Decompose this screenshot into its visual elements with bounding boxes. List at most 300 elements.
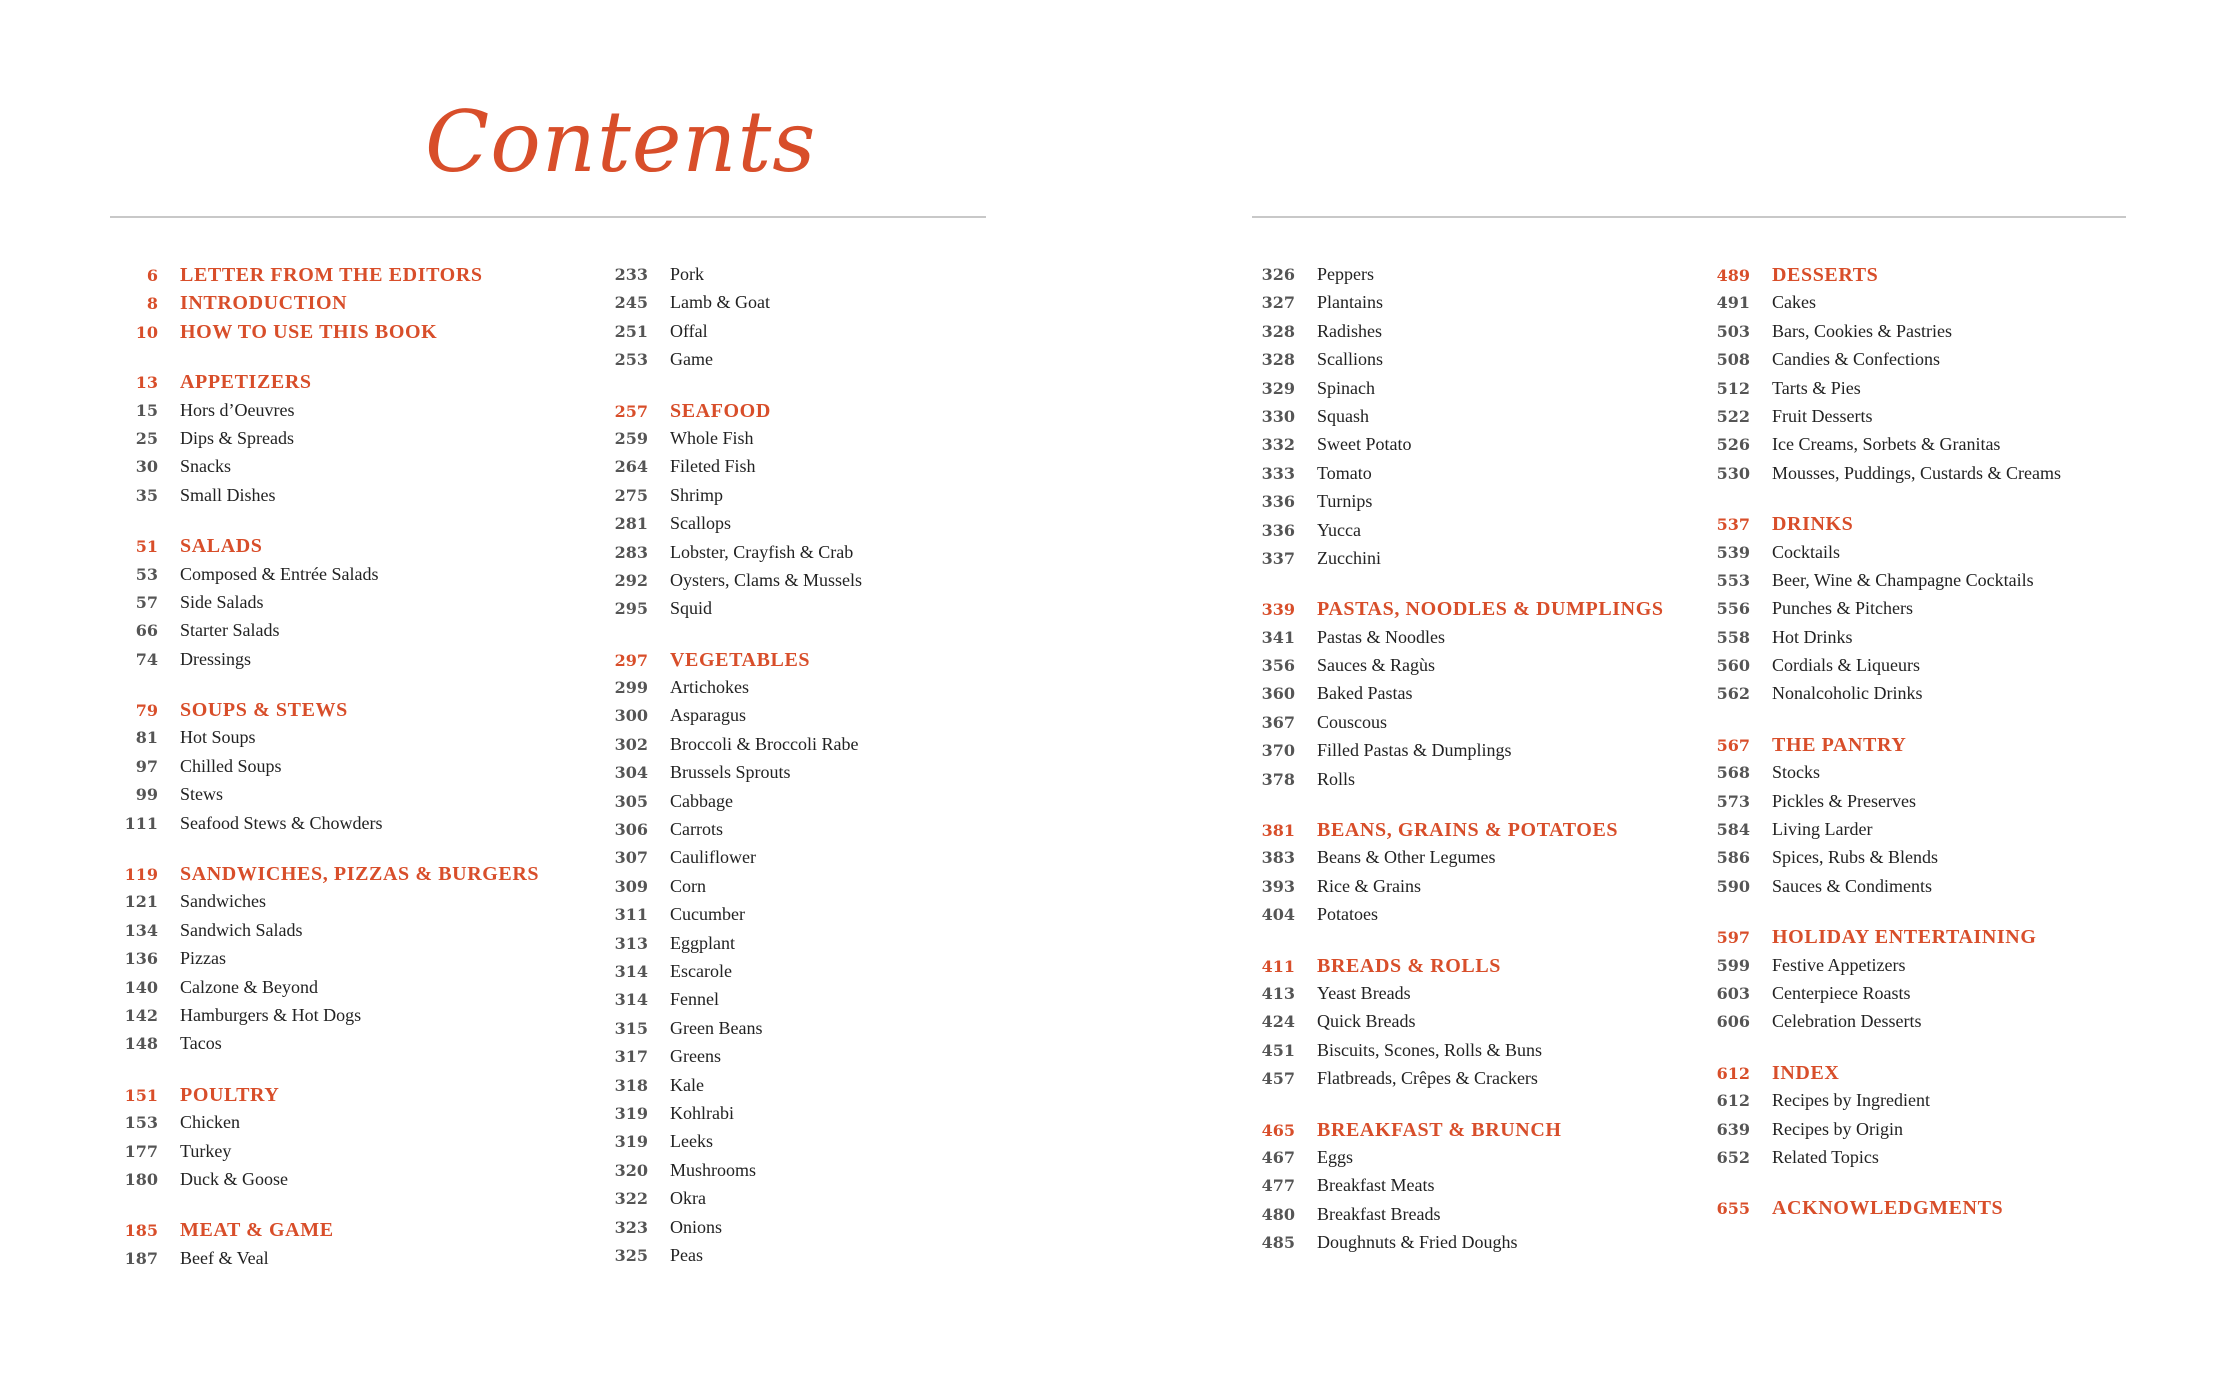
entry-title: Turkey bbox=[180, 1140, 232, 1161]
page-number: 306 bbox=[614, 820, 648, 840]
toc-chapter-heading[interactable] bbox=[110, 321, 539, 349]
entry-title: Dips & Spreads bbox=[180, 427, 294, 448]
entry-title: Chicken bbox=[180, 1112, 240, 1133]
toc-entry[interactable] bbox=[1247, 627, 1664, 655]
toc-entry[interactable] bbox=[600, 456, 862, 484]
page-number: 136 bbox=[124, 949, 158, 969]
page-number: 512 bbox=[1716, 378, 1750, 398]
entry-title: Seafood Stews & Chowders bbox=[180, 812, 383, 833]
toc-entry[interactable] bbox=[1702, 627, 2061, 655]
toc-entry[interactable] bbox=[1702, 378, 2061, 406]
toc-chapter-heading[interactable] bbox=[1247, 598, 1664, 626]
page-number: 393 bbox=[1261, 876, 1295, 896]
toc-section bbox=[110, 699, 539, 841]
toc-entry[interactable] bbox=[110, 592, 539, 620]
toc-entry[interactable] bbox=[600, 904, 862, 932]
toc-entry[interactable] bbox=[1247, 1040, 1664, 1068]
entry-title: Couscous bbox=[1317, 711, 1388, 732]
toc-section bbox=[110, 863, 539, 1062]
chapter-title: BREADS & ROLLS bbox=[1317, 954, 1501, 977]
entry-title: Mousses, Puddings, Custards & Creams bbox=[1772, 462, 2062, 483]
page-number: 553 bbox=[1716, 570, 1750, 590]
page-number: 245 bbox=[614, 293, 648, 313]
page-number: 339 bbox=[1261, 600, 1295, 620]
entry-title: Greens bbox=[670, 1046, 721, 1067]
toc-entry[interactable] bbox=[1247, 548, 1664, 576]
toc-entry[interactable] bbox=[600, 485, 862, 513]
entry-title: Eggplant bbox=[670, 932, 735, 953]
toc-entry[interactable] bbox=[110, 948, 539, 976]
toc-entry[interactable] bbox=[600, 1245, 862, 1273]
entry-title: Hamburgers & Hot Dogs bbox=[180, 1004, 362, 1025]
entry-title: Rolls bbox=[1317, 768, 1356, 789]
toc-entry[interactable] bbox=[110, 1141, 539, 1169]
page-number: 336 bbox=[1261, 492, 1295, 512]
page-number: 639 bbox=[1716, 1119, 1750, 1139]
toc-entry[interactable] bbox=[1247, 378, 1664, 406]
page-number: 652 bbox=[1716, 1147, 1750, 1167]
entry-title: Hot Soups bbox=[180, 727, 256, 748]
entry-title: Quick Breads bbox=[1317, 1011, 1416, 1032]
toc-entry[interactable] bbox=[110, 428, 539, 456]
toc-entry[interactable] bbox=[1702, 434, 2061, 462]
entry-title: Asparagus bbox=[670, 705, 746, 726]
entry-title: Lobster, Crayfish & Crab bbox=[670, 541, 854, 562]
page-number: 180 bbox=[124, 1169, 158, 1189]
entry-title: Pickles & Preserves bbox=[1772, 790, 1916, 811]
page-number: 597 bbox=[1716, 928, 1750, 948]
entry-title: Tacos bbox=[180, 1033, 222, 1054]
page-number: 530 bbox=[1716, 463, 1750, 483]
page-number: 356 bbox=[1261, 656, 1295, 676]
toc-entry[interactable] bbox=[1247, 769, 1664, 797]
toc-chapter-heading[interactable] bbox=[1247, 1119, 1664, 1147]
chapter-title: ACKNOWLEDGMENTS bbox=[1772, 1197, 2004, 1220]
entry-title: Peas bbox=[670, 1244, 703, 1265]
toc-chapter-heading[interactable] bbox=[1247, 819, 1664, 847]
toc-entry[interactable] bbox=[1702, 1090, 2061, 1118]
toc-entry[interactable] bbox=[1702, 983, 2061, 1011]
toc-entry[interactable] bbox=[1702, 876, 2061, 904]
toc-entry[interactable] bbox=[1247, 740, 1664, 768]
toc-entry[interactable] bbox=[1702, 292, 2061, 320]
toc-entry[interactable] bbox=[110, 727, 539, 755]
toc-entry[interactable] bbox=[1247, 321, 1664, 349]
toc-entry[interactable] bbox=[1702, 1119, 2061, 1147]
toc-entry[interactable] bbox=[600, 762, 862, 790]
page-number: 655 bbox=[1716, 1199, 1750, 1219]
toc-entry[interactable] bbox=[1247, 712, 1664, 740]
page-number: 360 bbox=[1261, 684, 1295, 704]
toc-section bbox=[1702, 926, 2061, 1040]
entry-title: Rice & Grains bbox=[1317, 875, 1421, 896]
toc-entry[interactable] bbox=[1702, 349, 2061, 377]
toc-entry[interactable] bbox=[1247, 434, 1664, 462]
toc-entry[interactable] bbox=[110, 649, 539, 677]
page-number: 467 bbox=[1261, 1147, 1295, 1167]
entry-title: Breakfast Meats bbox=[1317, 1175, 1435, 1196]
page-number: 177 bbox=[124, 1141, 158, 1161]
entry-title: Punches & Pitchers bbox=[1772, 598, 1913, 619]
toc-entry[interactable] bbox=[1702, 847, 2061, 875]
toc-entry[interactable] bbox=[1702, 683, 2061, 711]
entry-title: Broccoli & Broccoli Rabe bbox=[670, 733, 859, 754]
page-number: 503 bbox=[1716, 321, 1750, 341]
toc-entry[interactable] bbox=[600, 513, 862, 541]
entry-title: Snacks bbox=[180, 456, 231, 477]
entry-title: Recipes by Origin bbox=[1772, 1118, 1903, 1139]
page-number: 111 bbox=[124, 813, 158, 833]
entry-title: Turnips bbox=[1317, 491, 1373, 512]
chapter-title: APPETIZERS bbox=[180, 371, 312, 394]
title-divider-right bbox=[1252, 216, 2126, 218]
toc-section bbox=[1702, 734, 2061, 904]
entry-title: Shrimp bbox=[670, 484, 724, 505]
toc-entry[interactable] bbox=[110, 400, 539, 428]
page-number: 537 bbox=[1716, 515, 1750, 535]
toc-entry[interactable] bbox=[110, 564, 539, 592]
entry-title: Artichokes bbox=[670, 677, 749, 698]
page-number: 457 bbox=[1261, 1069, 1295, 1089]
page-number: 603 bbox=[1716, 983, 1750, 1003]
toc-chapter-heading[interactable] bbox=[1702, 1062, 2061, 1090]
page-number: 259 bbox=[614, 428, 648, 448]
page-number: 15 bbox=[135, 400, 158, 420]
entry-title: Celebration Desserts bbox=[1772, 1011, 1922, 1032]
toc-entry[interactable] bbox=[600, 791, 862, 819]
entry-title: Game bbox=[670, 349, 713, 370]
toc-chapter-heading[interactable] bbox=[1702, 513, 2061, 541]
toc-entry[interactable] bbox=[110, 1005, 539, 1033]
toc-chapter-heading[interactable] bbox=[600, 649, 862, 677]
toc-entry[interactable] bbox=[1702, 655, 2061, 683]
toc-entry[interactable] bbox=[110, 456, 539, 484]
toc-column-1 bbox=[110, 264, 539, 1298]
entry-title: Tarts & Pies bbox=[1772, 377, 1861, 398]
page-number: 590 bbox=[1716, 876, 1750, 896]
toc-chapter-heading[interactable] bbox=[600, 400, 862, 428]
toc-entry[interactable] bbox=[600, 428, 862, 456]
page-number: 81 bbox=[135, 728, 158, 748]
toc-entry[interactable] bbox=[600, 819, 862, 847]
entry-title: Recipes by Ingredient bbox=[1772, 1090, 1930, 1111]
page-number: 326 bbox=[1261, 265, 1295, 284]
toc-entry[interactable] bbox=[1247, 1232, 1664, 1260]
toc-entry[interactable] bbox=[1247, 983, 1664, 1011]
page-number: 309 bbox=[614, 876, 648, 896]
toc-entry[interactable] bbox=[1247, 491, 1664, 519]
page-number: 480 bbox=[1261, 1204, 1295, 1224]
page-number: 311 bbox=[614, 905, 648, 925]
page-number: 305 bbox=[614, 791, 648, 811]
page-number: 53 bbox=[135, 564, 158, 584]
page-number: 332 bbox=[1261, 435, 1295, 455]
toc-entry[interactable] bbox=[1702, 542, 2061, 570]
toc-chapter-heading[interactable] bbox=[1702, 264, 2061, 292]
toc-entry[interactable] bbox=[1702, 819, 2061, 847]
page-number: 424 bbox=[1261, 1012, 1295, 1032]
toc-entry[interactable] bbox=[600, 264, 862, 292]
page-number: 314 bbox=[614, 961, 648, 981]
page-number: 51 bbox=[135, 537, 158, 557]
entry-title: Nonalcoholic Drinks bbox=[1772, 683, 1923, 704]
page-number: 233 bbox=[614, 265, 648, 284]
chapter-title: SOUPS & STEWS bbox=[180, 699, 348, 722]
toc-chapter-heading[interactable] bbox=[110, 699, 539, 727]
toc-chapter-heading[interactable] bbox=[1247, 955, 1664, 983]
entry-title: Cauliflower bbox=[670, 847, 756, 868]
chapter-title: POULTRY bbox=[180, 1083, 280, 1106]
page-number: 251 bbox=[614, 321, 648, 341]
entry-title: Chilled Soups bbox=[180, 755, 282, 776]
toc-entry[interactable] bbox=[1247, 292, 1664, 320]
entry-title: Offal bbox=[670, 320, 708, 341]
toc-entry[interactable] bbox=[1702, 463, 2061, 491]
toc-entry[interactable] bbox=[1702, 762, 2061, 790]
page-number: 337 bbox=[1261, 548, 1295, 568]
entry-title: Carrots bbox=[670, 819, 723, 840]
entry-title: Stews bbox=[180, 784, 224, 805]
toc-chapter-heading[interactable] bbox=[110, 1084, 539, 1112]
entry-title: Sandwich Salads bbox=[180, 919, 303, 940]
entry-title: Whole Fish bbox=[670, 427, 754, 448]
toc-section bbox=[1247, 598, 1664, 797]
toc-section bbox=[1702, 1197, 2061, 1225]
toc-entry[interactable] bbox=[1247, 876, 1664, 904]
entry-title: Ice Creams, Sorbets & Granitas bbox=[1772, 434, 2001, 455]
toc-entry[interactable] bbox=[600, 989, 862, 1017]
toc-chapter-heading[interactable] bbox=[110, 264, 539, 292]
toc-entry[interactable] bbox=[600, 1018, 862, 1046]
page-number: 275 bbox=[614, 485, 648, 505]
entry-title: Beans & Other Legumes bbox=[1317, 847, 1496, 868]
toc-entry[interactable] bbox=[1247, 520, 1664, 548]
toc-section bbox=[600, 400, 862, 627]
toc-entry[interactable] bbox=[1702, 321, 2061, 349]
toc-entry[interactable] bbox=[600, 1160, 862, 1188]
entry-title: Fileted Fish bbox=[670, 456, 756, 477]
toc-entry[interactable] bbox=[600, 705, 862, 733]
page-number: 257 bbox=[614, 401, 648, 421]
page-number: 300 bbox=[614, 706, 648, 726]
toc-entry[interactable] bbox=[1247, 1011, 1664, 1039]
page-number: 140 bbox=[124, 977, 158, 997]
toc-entry[interactable] bbox=[1702, 406, 2061, 434]
toc-entry[interactable] bbox=[1247, 847, 1664, 875]
toc-chapter-heading[interactable] bbox=[110, 535, 539, 563]
entry-title: Leeks bbox=[670, 1131, 713, 1152]
entry-title: Living Larder bbox=[1772, 819, 1873, 840]
toc-entry[interactable] bbox=[1702, 955, 2061, 983]
toc-entry[interactable] bbox=[600, 321, 862, 349]
toc-entry[interactable] bbox=[110, 756, 539, 784]
page-number: 539 bbox=[1716, 542, 1750, 562]
toc-chapter-heading[interactable] bbox=[110, 292, 539, 320]
entry-title: Green Beans bbox=[670, 1017, 763, 1038]
toc-entry[interactable] bbox=[1247, 406, 1664, 434]
entry-title: Radishes bbox=[1317, 320, 1382, 341]
entry-title: Cocktails bbox=[1772, 541, 1840, 562]
page-number: 30 bbox=[135, 457, 158, 477]
toc-entry[interactable] bbox=[110, 1033, 539, 1061]
chapter-title: PASTAS, NOODLES & DUMPLINGS bbox=[1317, 598, 1664, 621]
entry-title: Small Dishes bbox=[180, 484, 276, 505]
toc-entry[interactable] bbox=[600, 1046, 862, 1074]
entry-title: Yucca bbox=[1317, 519, 1361, 540]
page-number: 370 bbox=[1261, 741, 1295, 761]
toc-column-4 bbox=[1702, 264, 2061, 1248]
toc-column-3 bbox=[1247, 264, 1664, 1283]
toc-section bbox=[110, 1084, 539, 1198]
entry-title: Spinach bbox=[1317, 377, 1375, 398]
toc-entry[interactable] bbox=[600, 1075, 862, 1103]
toc-chapter-heading[interactable] bbox=[1702, 1197, 2061, 1225]
toc-entry[interactable] bbox=[110, 813, 539, 841]
entry-title: Corn bbox=[670, 875, 706, 896]
toc-entry[interactable] bbox=[1247, 349, 1664, 377]
page-number: 8 bbox=[146, 294, 158, 314]
toc-section bbox=[1247, 955, 1664, 1097]
toc-entry[interactable] bbox=[1702, 791, 2061, 819]
page-number: 79 bbox=[135, 701, 158, 721]
toc-section bbox=[110, 264, 539, 349]
toc-entry[interactable] bbox=[1247, 1068, 1664, 1096]
chapter-title: SANDWICHES, PIZZAS & BURGERS bbox=[180, 863, 540, 886]
page-number: 35 bbox=[135, 485, 158, 505]
page-number: 119 bbox=[124, 865, 158, 885]
toc-entry[interactable] bbox=[600, 933, 862, 961]
entry-title: Breakfast Breads bbox=[1317, 1203, 1441, 1224]
chapter-title: SALADS bbox=[180, 535, 263, 558]
page-number: 10 bbox=[135, 322, 158, 342]
toc-entry[interactable] bbox=[110, 891, 539, 919]
page-number: 612 bbox=[1716, 1091, 1750, 1111]
toc-entry[interactable] bbox=[110, 920, 539, 948]
entry-title: Cakes bbox=[1772, 292, 1816, 313]
page-number: 317 bbox=[614, 1047, 648, 1067]
entry-title: Sandwiches bbox=[180, 891, 266, 912]
entry-title: Festive Appetizers bbox=[1772, 954, 1906, 975]
page-number: 319 bbox=[614, 1132, 648, 1152]
toc-entry[interactable] bbox=[1247, 1175, 1664, 1203]
toc-entry[interactable] bbox=[1702, 1147, 2061, 1175]
toc-chapter-heading[interactable] bbox=[110, 863, 539, 891]
toc-entry[interactable] bbox=[110, 784, 539, 812]
entry-title: Brussels Sprouts bbox=[670, 762, 791, 783]
toc-entry[interactable] bbox=[1247, 264, 1664, 292]
toc-entry[interactable] bbox=[600, 542, 862, 570]
toc-entry[interactable] bbox=[600, 1217, 862, 1245]
toc-section bbox=[110, 1219, 539, 1276]
chapter-title: BEANS, GRAINS & POTATOES bbox=[1317, 819, 1619, 842]
toc-entry[interactable] bbox=[600, 1188, 862, 1216]
toc-entry[interactable] bbox=[600, 734, 862, 762]
page-number: 573 bbox=[1716, 791, 1750, 811]
page-number: 185 bbox=[124, 1221, 158, 1241]
page-number: 292 bbox=[614, 570, 648, 590]
page-number: 325 bbox=[614, 1245, 648, 1265]
toc-entry[interactable] bbox=[600, 876, 862, 904]
toc-entry[interactable] bbox=[110, 977, 539, 1005]
entry-title: Hot Drinks bbox=[1772, 626, 1853, 647]
toc-entry[interactable] bbox=[1247, 1147, 1664, 1175]
toc-entry[interactable] bbox=[600, 570, 862, 598]
toc-entry[interactable] bbox=[600, 961, 862, 989]
toc-entry[interactable] bbox=[1247, 683, 1664, 711]
toc-chapter-heading[interactable] bbox=[110, 371, 539, 399]
entry-title: Stocks bbox=[1772, 762, 1821, 783]
entry-title: Escarole bbox=[670, 960, 732, 981]
toc-entry[interactable] bbox=[600, 598, 862, 626]
toc-entry[interactable] bbox=[600, 1131, 862, 1159]
toc-chapter-heading[interactable] bbox=[110, 1219, 539, 1247]
page-number: 328 bbox=[1261, 321, 1295, 341]
page-number: 477 bbox=[1261, 1176, 1295, 1196]
page-number: 327 bbox=[1261, 293, 1295, 313]
toc-chapter-heading[interactable] bbox=[1702, 926, 2061, 954]
toc-entry[interactable] bbox=[600, 677, 862, 705]
page-number: 121 bbox=[124, 892, 158, 912]
page-title: Contents bbox=[425, 93, 817, 191]
page-number: 586 bbox=[1716, 848, 1750, 868]
toc-entry[interactable] bbox=[110, 1112, 539, 1140]
toc-entry[interactable] bbox=[1247, 463, 1664, 491]
toc-entry[interactable] bbox=[1247, 904, 1664, 932]
entry-title: Bars, Cookies & Pastries bbox=[1772, 320, 1952, 341]
toc-entry[interactable] bbox=[1247, 655, 1664, 683]
entry-title: Plantains bbox=[1317, 292, 1383, 313]
toc-entry[interactable] bbox=[600, 349, 862, 377]
page-number: 253 bbox=[614, 350, 648, 370]
toc-entry[interactable] bbox=[110, 620, 539, 648]
toc-entry[interactable] bbox=[1247, 1204, 1664, 1232]
page-number: 381 bbox=[1261, 821, 1295, 841]
entry-title: Sweet Potato bbox=[1317, 434, 1412, 455]
toc-entry[interactable] bbox=[1702, 598, 2061, 626]
toc-entry[interactable] bbox=[110, 485, 539, 513]
toc-entry[interactable] bbox=[600, 1103, 862, 1131]
page-number: 295 bbox=[614, 599, 648, 619]
toc-chapter-heading[interactable] bbox=[1702, 734, 2061, 762]
entry-title: Calzone & Beyond bbox=[180, 976, 318, 997]
entry-title: Kohlrabi bbox=[670, 1102, 734, 1123]
entry-title: Baked Pastas bbox=[1317, 683, 1413, 704]
entry-title: Cabbage bbox=[670, 790, 733, 811]
entry-title: Biscuits, Scones, Rolls & Buns bbox=[1317, 1039, 1543, 1060]
page-number: 283 bbox=[614, 542, 648, 562]
entry-title: Sauces & Condiments bbox=[1772, 875, 1932, 896]
entry-title: Squash bbox=[1317, 405, 1370, 426]
toc-entry[interactable] bbox=[1702, 570, 2061, 598]
toc-section bbox=[110, 371, 539, 513]
entry-title: Flatbreads, Crêpes & Crackers bbox=[1317, 1068, 1538, 1089]
toc-entry[interactable] bbox=[600, 847, 862, 875]
page-number: 322 bbox=[614, 1189, 648, 1209]
page-number: 315 bbox=[614, 1018, 648, 1038]
toc-entry[interactable] bbox=[1702, 1011, 2061, 1039]
page-number: 151 bbox=[124, 1085, 158, 1105]
entry-title: Centerpiece Roasts bbox=[1772, 982, 1911, 1003]
page-number: 323 bbox=[614, 1217, 648, 1237]
entry-title: Peppers bbox=[1317, 264, 1374, 284]
toc-entry[interactable] bbox=[110, 1169, 539, 1197]
entry-title: Beer, Wine & Champagne Cocktails bbox=[1772, 569, 2034, 590]
page-number: 297 bbox=[614, 650, 648, 670]
entry-title: Spices, Rubs & Blends bbox=[1772, 847, 1939, 868]
entry-title: Pork bbox=[670, 264, 705, 284]
toc-entry[interactable] bbox=[110, 1248, 539, 1276]
toc-entry[interactable] bbox=[600, 292, 862, 320]
